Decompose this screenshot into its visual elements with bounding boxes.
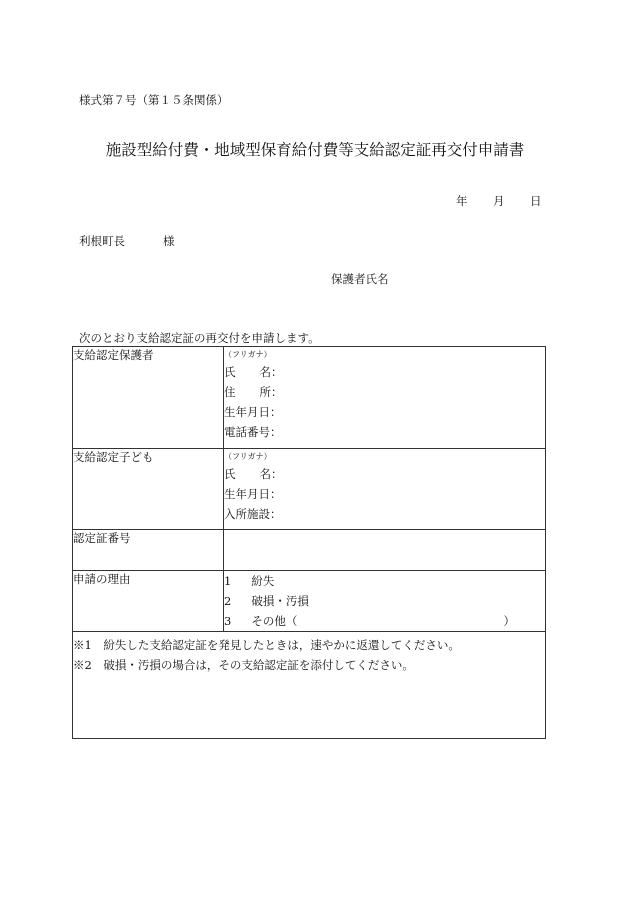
reason-option-number: 3 [224,614,232,628]
guardian-furigana-label: （フリガナ） [224,350,272,359]
guardian-address-field[interactable] [224,382,545,402]
guardian-row [73,347,546,449]
child-furigana-label: （フリガナ） [224,452,272,461]
guardian-phone-field[interactable]: 電話番号： [224,425,282,439]
guardian-birthdate-field[interactable]: 生年月日： [224,405,282,419]
guardian-label: 支給認定保護者 [73,347,224,449]
child-name-char-1: 氏 [224,467,236,481]
reason-other-close-paren: ） [503,614,515,628]
date-month-label: 月 [493,194,505,208]
intro-text: 次のとおり支給認定証の再交付を申請します。 [79,331,320,345]
guardian-name-label: 保護者氏名 [331,272,389,286]
addressee-honorific: 様 [163,234,175,248]
reason-options[interactable] [224,571,546,632]
note-2: ※2 破損・汚損の場合は，その支給認定証を添付してください。 [73,658,414,672]
notes-row [73,632,546,739]
form-number: 様式第７号（第１５条関係） [79,93,229,107]
guardian-name-char-2: 名： [259,365,283,379]
guardian-address-char-2: 所： [259,385,283,399]
certificate-number-label: 認定証番号 [73,530,224,571]
child-facility-field[interactable]: 入所施設： [224,507,282,521]
certificate-number-field[interactable] [224,530,546,571]
date-year-label: 年 [456,194,468,208]
document-title: 施設型給付費・地域型保育給付費等支給認定証再交付申請書 [105,141,525,159]
reason-option-text: 紛失 [251,574,275,588]
reason-option-number: 1 [224,574,232,588]
reason-option-other[interactable] [224,611,545,631]
reason-option-damaged[interactable] [224,591,545,611]
reason-row [73,571,546,632]
child-name-field[interactable] [224,464,545,484]
notes-cell [73,632,546,739]
reason-label: 申請の理由 [73,571,224,632]
guardian-name-char-1: 氏 [224,365,236,379]
reason-option-text: その他（ [251,614,298,628]
child-details[interactable] [224,449,546,530]
addressee: 利根町長 [79,234,125,248]
application-table [72,346,546,739]
reason-option-lost[interactable] [224,571,545,591]
reason-option-number: 2 [224,594,232,608]
child-name-char-2: 名： [259,467,283,481]
child-row [73,449,546,530]
note-1: ※1 紛失した支給認定証を発見したときは，速やかに返還してください。 [73,638,460,652]
guardian-address-char-1: 住 [224,385,236,399]
guardian-name-field[interactable] [224,362,545,382]
certificate-number-row [73,530,546,571]
guardian-details[interactable] [224,347,546,449]
reason-option-text: 破損・汚損 [251,594,309,608]
date-day-label: 日 [530,194,542,208]
child-birthdate-field[interactable]: 生年月日： [224,487,282,501]
child-label: 支給認定子ども [73,449,224,530]
